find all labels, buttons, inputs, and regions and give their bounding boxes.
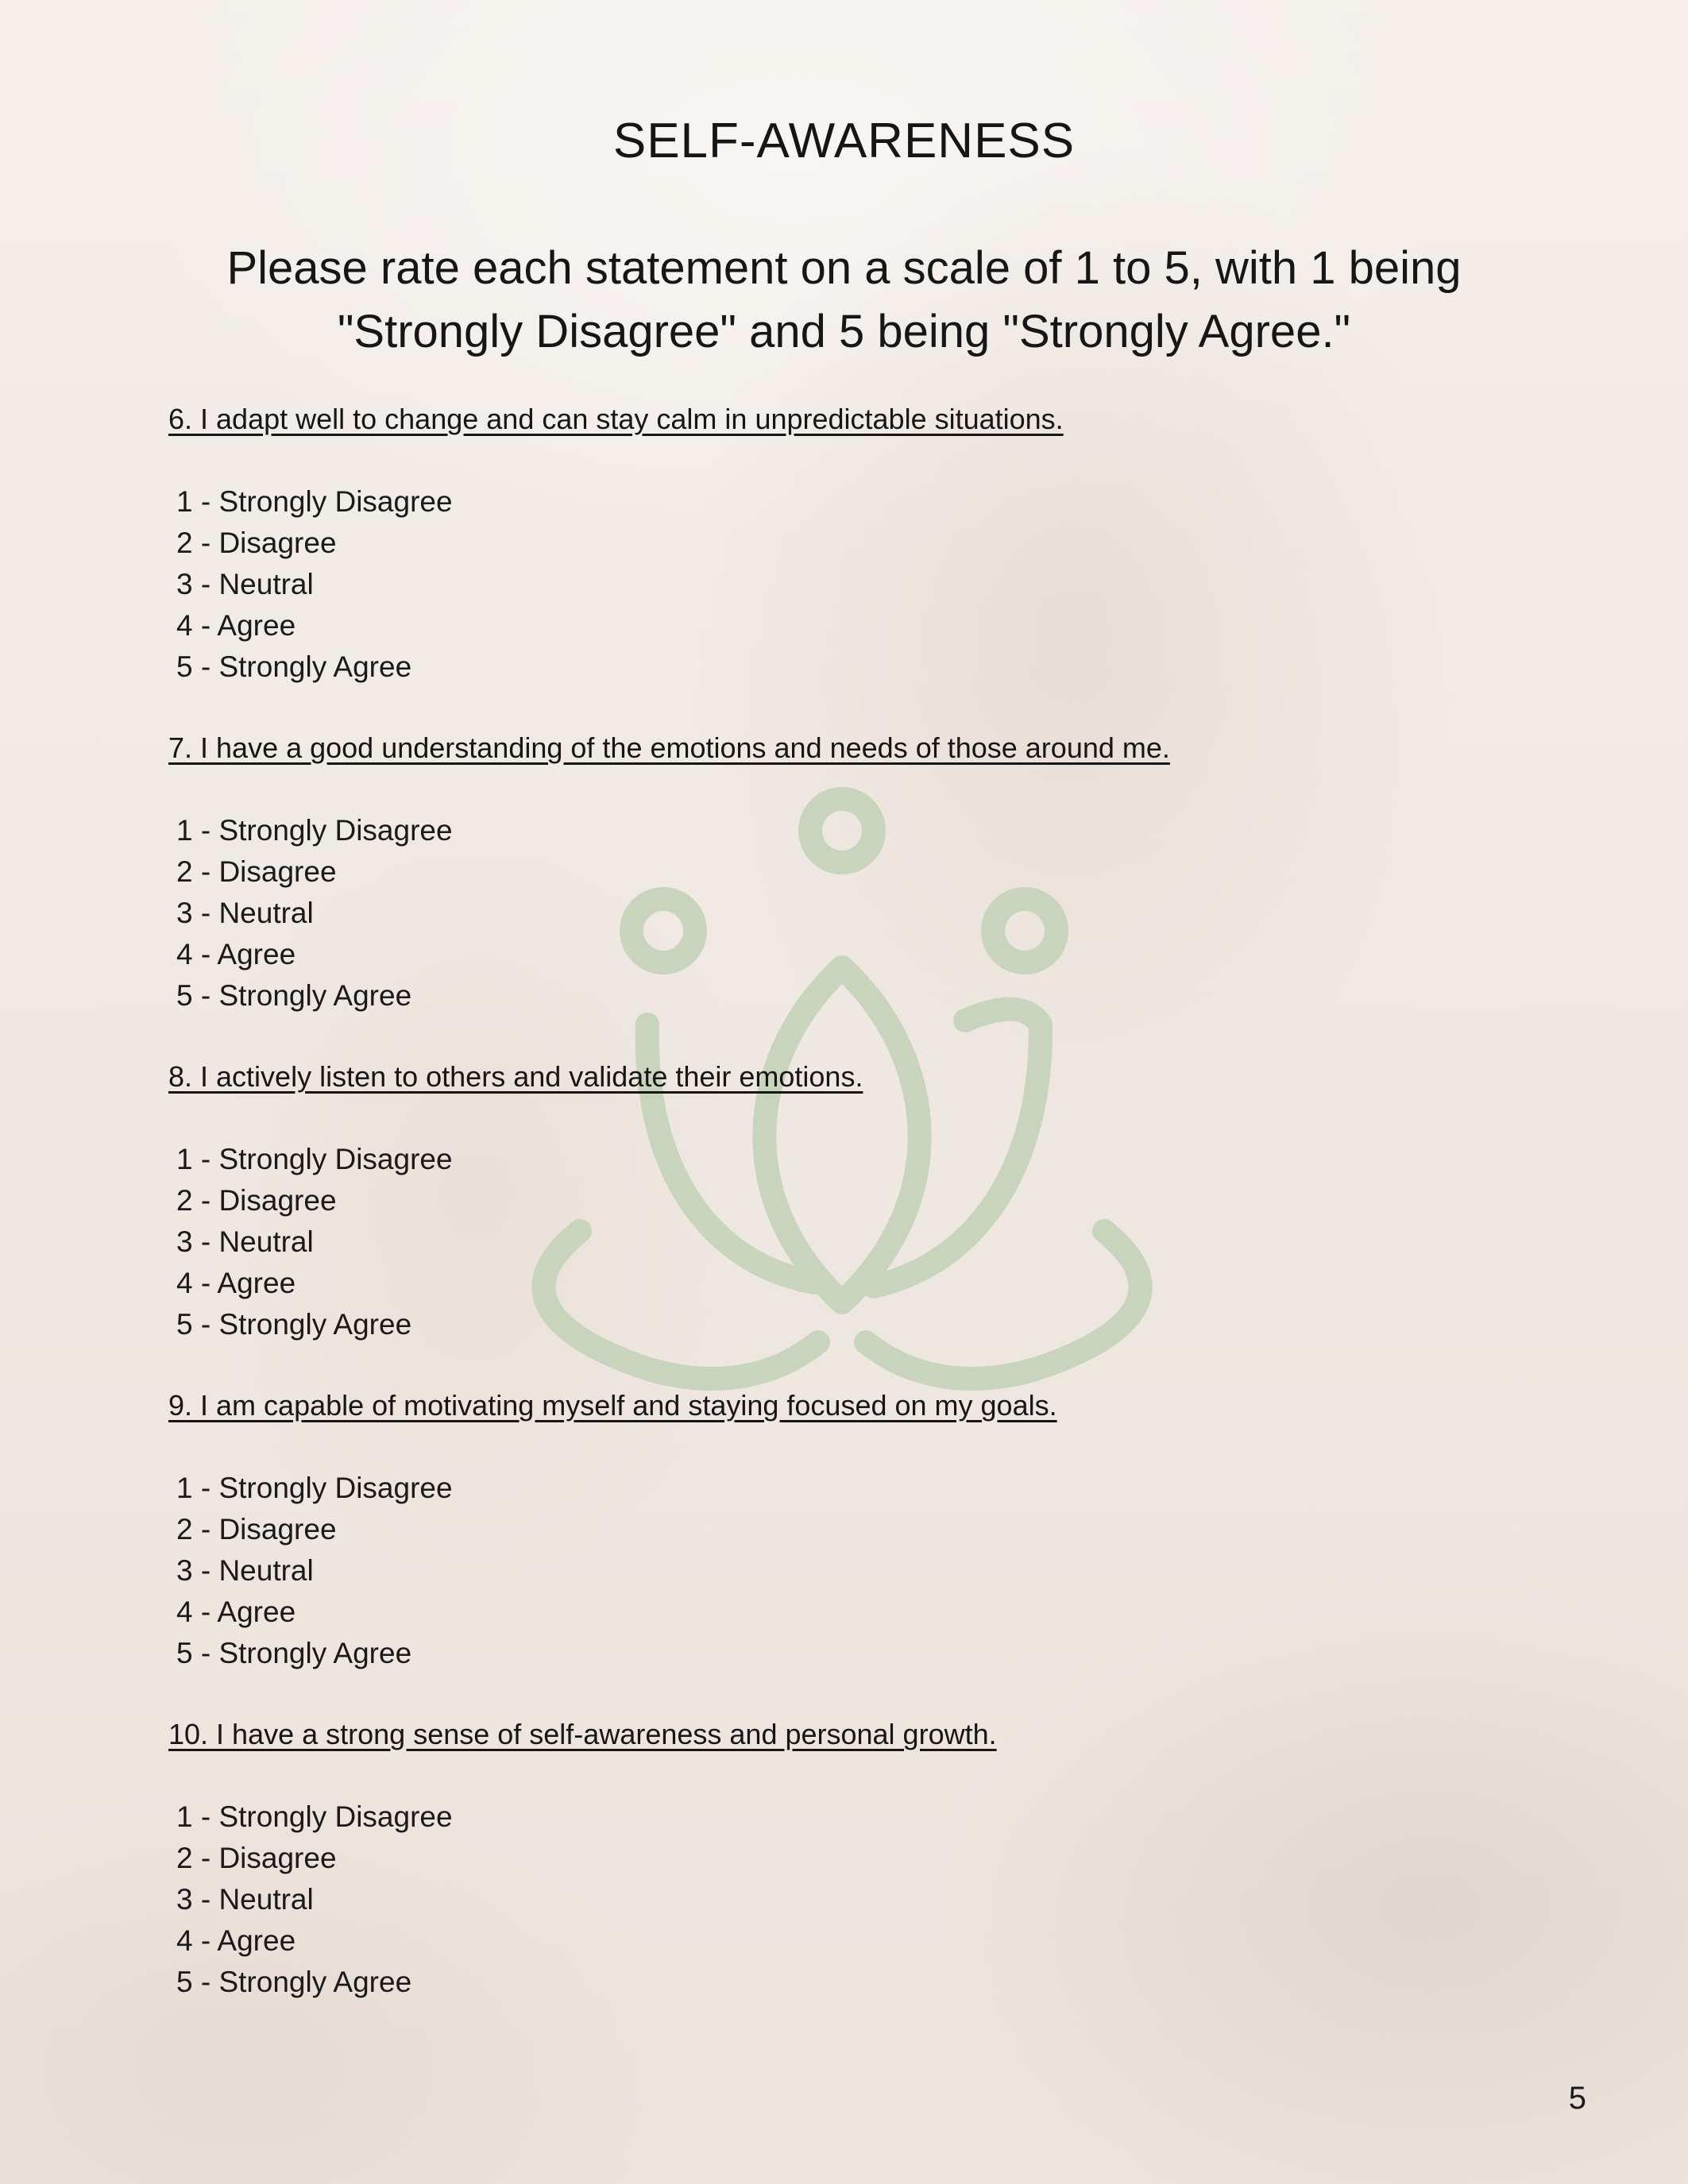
question-block [168, 399, 1519, 688]
rating-option: 2 - Disagree [176, 1842, 337, 1874]
rating-option: 5 - Strongly Agree [176, 1637, 412, 1669]
question-text: 6. I adapt well to change and can stay calm in unpredictable situations. [168, 403, 1064, 435]
rating-option: 4 - Agree [176, 1924, 296, 1957]
rating-option: 3 - Neutral [176, 1883, 314, 1916]
rating-option: 5 - Strongly Agree [176, 650, 412, 683]
rating-option: 1 - Strongly Disagree [176, 814, 453, 847]
rating-option: 2 - Disagree [176, 855, 337, 888]
question-text: 7. I have a good understanding of the emotions and needs of those around me. [168, 731, 1170, 764]
rating-option: 5 - Strongly Agree [176, 1966, 412, 1998]
rating-option: 2 - Disagree [176, 527, 337, 559]
question-block [168, 1056, 1519, 1345]
question-block [168, 1385, 1519, 1674]
rating-option: 2 - Disagree [176, 1513, 337, 1545]
rating-option: 5 - Strongly Agree [176, 979, 412, 1012]
questions-list [168, 399, 1519, 2043]
instructions: Please rate each statement on a scale of 1 to 5, with 1 being "Strongly Disagree" and 5 being "Strongly Agree." [226, 242, 1462, 357]
rating-options [168, 810, 1519, 1017]
question-text: 10. I have a strong sense of self-awareness and personal growth. [168, 1718, 997, 1750]
rating-option: 5 - Strongly Agree [176, 1308, 412, 1341]
rating-options [168, 1139, 1519, 1345]
question-text: 8. I actively listen to others and validate their emotions. [168, 1060, 863, 1093]
page-title: SELF-AWARENESS [612, 114, 1076, 168]
rating-option: 3 - Neutral [176, 897, 314, 929]
rating-option: 4 - Agree [176, 1267, 296, 1299]
page-number: 5 [1568, 2081, 1586, 2116]
rating-option: 2 - Disagree [176, 1184, 337, 1217]
rating-options [168, 1796, 1519, 2003]
rating-option: 3 - Neutral [176, 1225, 314, 1258]
rating-option: 1 - Strongly Disagree [176, 1472, 453, 1504]
rating-options [168, 1468, 1519, 1674]
rating-option: 1 - Strongly Disagree [176, 1143, 453, 1175]
rating-option: 1 - Strongly Disagree [176, 1800, 453, 1833]
rating-option: 4 - Agree [176, 938, 296, 970]
rating-option: 3 - Neutral [176, 568, 314, 600]
rating-options [168, 481, 1519, 688]
question-text: 9. I am capable of motivating myself and staying focused on my goals. [168, 1389, 1057, 1422]
rating-option: 1 - Strongly Disagree [176, 485, 453, 518]
rating-option: 3 - Neutral [176, 1554, 314, 1587]
rating-option: 4 - Agree [176, 609, 296, 642]
rating-option: 4 - Agree [176, 1596, 296, 1628]
question-block [168, 1714, 1519, 2003]
question-block [168, 727, 1519, 1017]
